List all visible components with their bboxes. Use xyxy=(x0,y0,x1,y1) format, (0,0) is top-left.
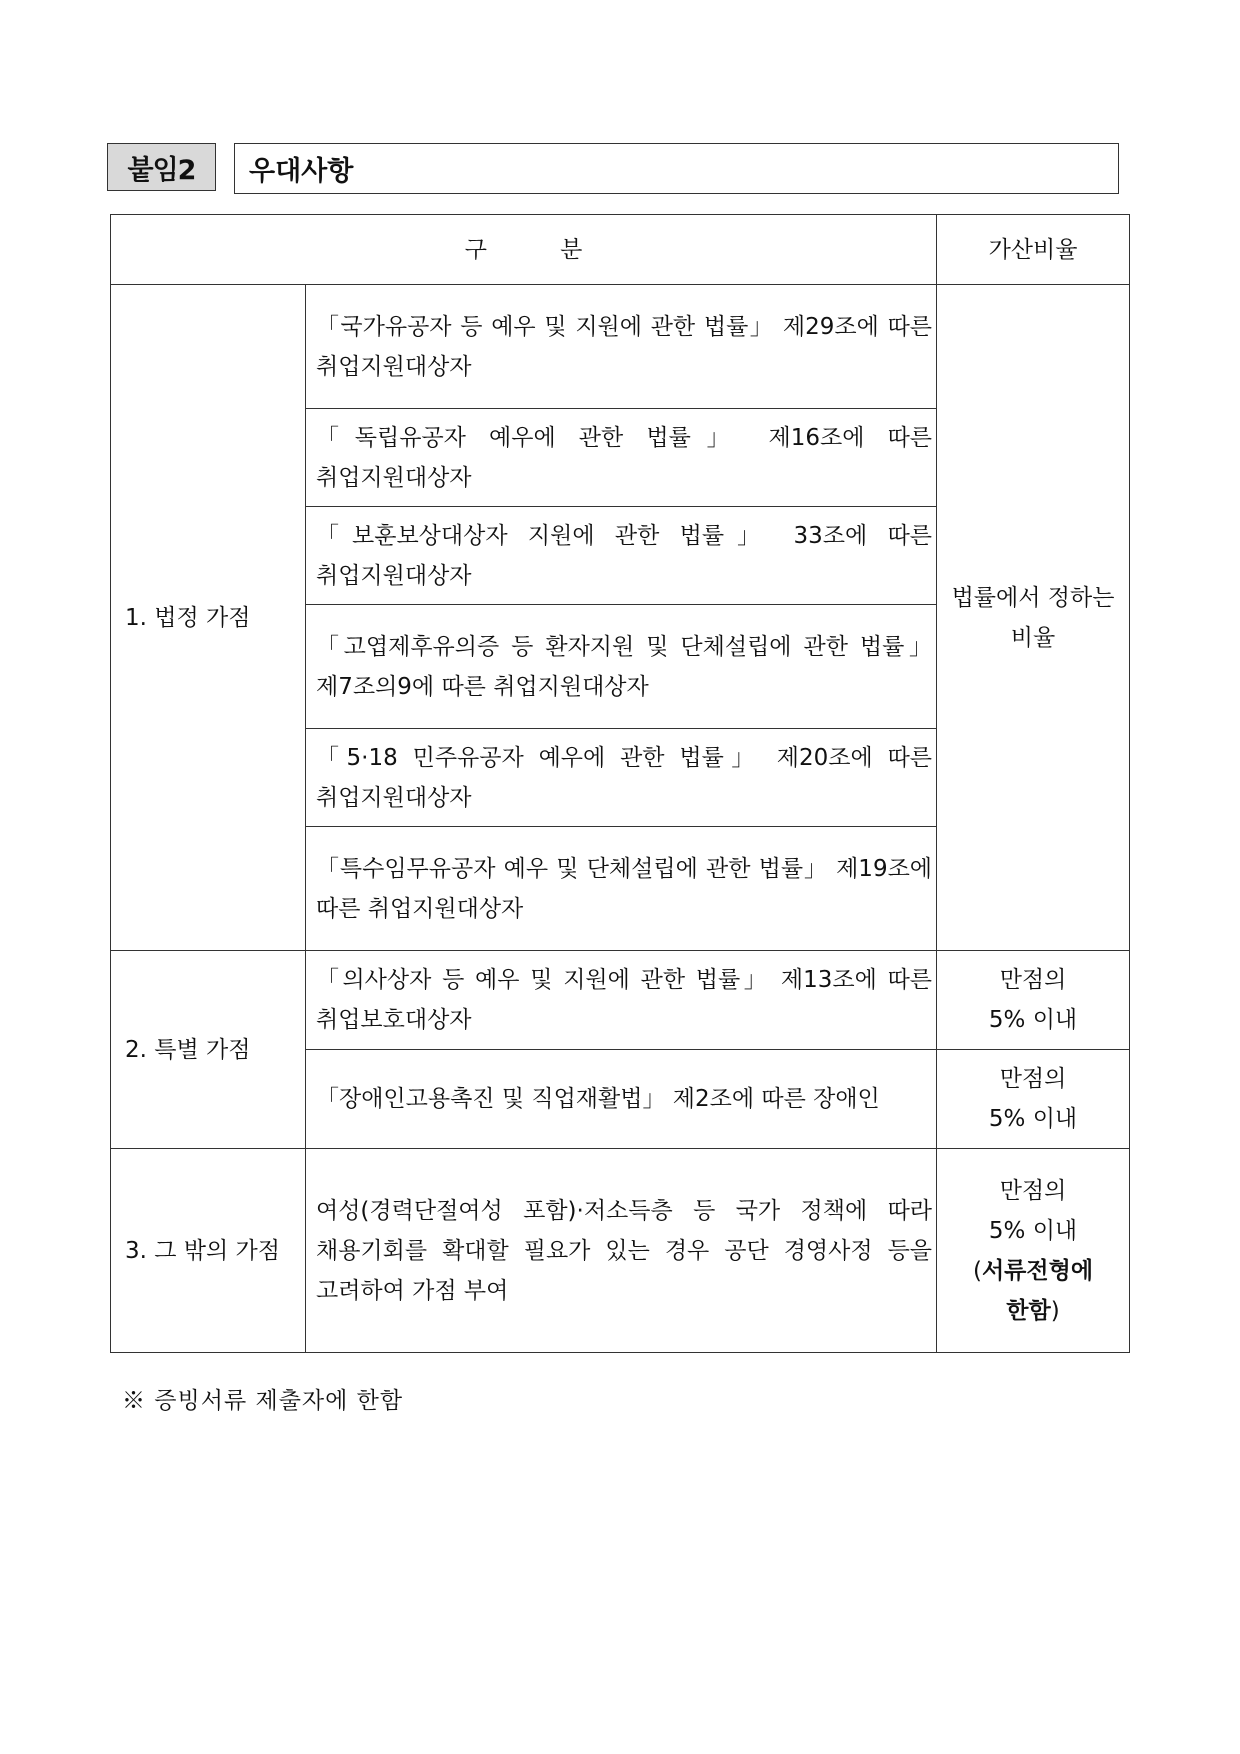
table-header-row xyxy=(111,215,1130,285)
rate-line xyxy=(938,1291,1128,1331)
item-cell: 「5·18 민주유공자 예우에 관한 법률」 제20조에 따른 취업지원대상자 xyxy=(306,729,937,827)
item-cell: 「고엽제후유의증 등 환자지원 및 단체설립에 관한 법률」 제7조의9에 따른 취업지원대상자 xyxy=(306,605,937,729)
preference-table xyxy=(110,214,1130,1353)
item-cell: 「국가유공자 등 예우 및 지원에 관한 법률」 제29조에 따른 취업지원대상자 xyxy=(306,285,937,409)
table-row xyxy=(111,951,1130,1050)
item-cell: 「독립유공자 예우에 관한 법률」 제16조에 따른 취업지원대상자 xyxy=(306,409,937,507)
rate-text: 법률에서 정하는 비율 xyxy=(951,584,1115,651)
paren-close: ) xyxy=(1050,1297,1060,1324)
attachment-badge: 붙임2 xyxy=(107,143,216,191)
rate-bold-text: 한함 xyxy=(1006,1297,1051,1324)
category-cell: 1. 법정 가점 xyxy=(111,285,306,951)
table-row xyxy=(111,1149,1130,1353)
category-cell: 2. 특별 가점 xyxy=(111,951,306,1149)
rate-cell xyxy=(937,285,1130,951)
item-cell: 「의사상자 등 예우 및 지원에 관한 법률」 제13조에 따른 취업보호대상자 xyxy=(306,951,937,1050)
header-category: 구 분 xyxy=(111,215,937,285)
rate-line: 5% 이내 xyxy=(988,1106,1078,1132)
rate-line: 만점의 xyxy=(999,1177,1067,1204)
item-cell: 「특수임무유공자 예우 및 단체설립에 관한 법률」 제19조에 따른 취업지원대상자 xyxy=(306,827,937,951)
rate-line: 5% 이내 xyxy=(988,1217,1078,1244)
rate-line xyxy=(938,1251,1128,1291)
item-cell: 「보훈보상대상자 지원에 관한 법률」 33조에 따른 취업지원대상자 xyxy=(306,507,937,605)
section-title: 우대사항 xyxy=(234,143,1119,194)
footnote: ※ 증빙서류 제출자에 한함 xyxy=(122,1388,404,1414)
category-cell: 3. 그 밖의 가점 xyxy=(111,1149,306,1353)
header-rate: 가산비율 xyxy=(937,215,1130,285)
table-row xyxy=(111,285,1130,409)
item-cell: 「장애인고용촉진 및 직업재활법」 제2조에 따른 장애인 xyxy=(306,1050,937,1149)
rate-line: 만점의 xyxy=(999,967,1067,993)
rate-line: 만점의 xyxy=(999,1066,1067,1092)
paren-open: ( xyxy=(972,1257,982,1284)
rate-cell xyxy=(937,1050,1130,1149)
rate-cell xyxy=(937,1149,1130,1353)
rate-cell xyxy=(937,951,1130,1050)
rate-line: 5% 이내 xyxy=(988,1007,1078,1033)
rate-bold-text: 서류전형에 xyxy=(981,1257,1094,1284)
item-cell: 여성(경력단절여성 포함)·저소득층 등 국가 정책에 따라 채용기회를 확대할 필요가 있는 경우 공단 경영사정 등을 고려하여 가점 부여 xyxy=(306,1149,937,1353)
